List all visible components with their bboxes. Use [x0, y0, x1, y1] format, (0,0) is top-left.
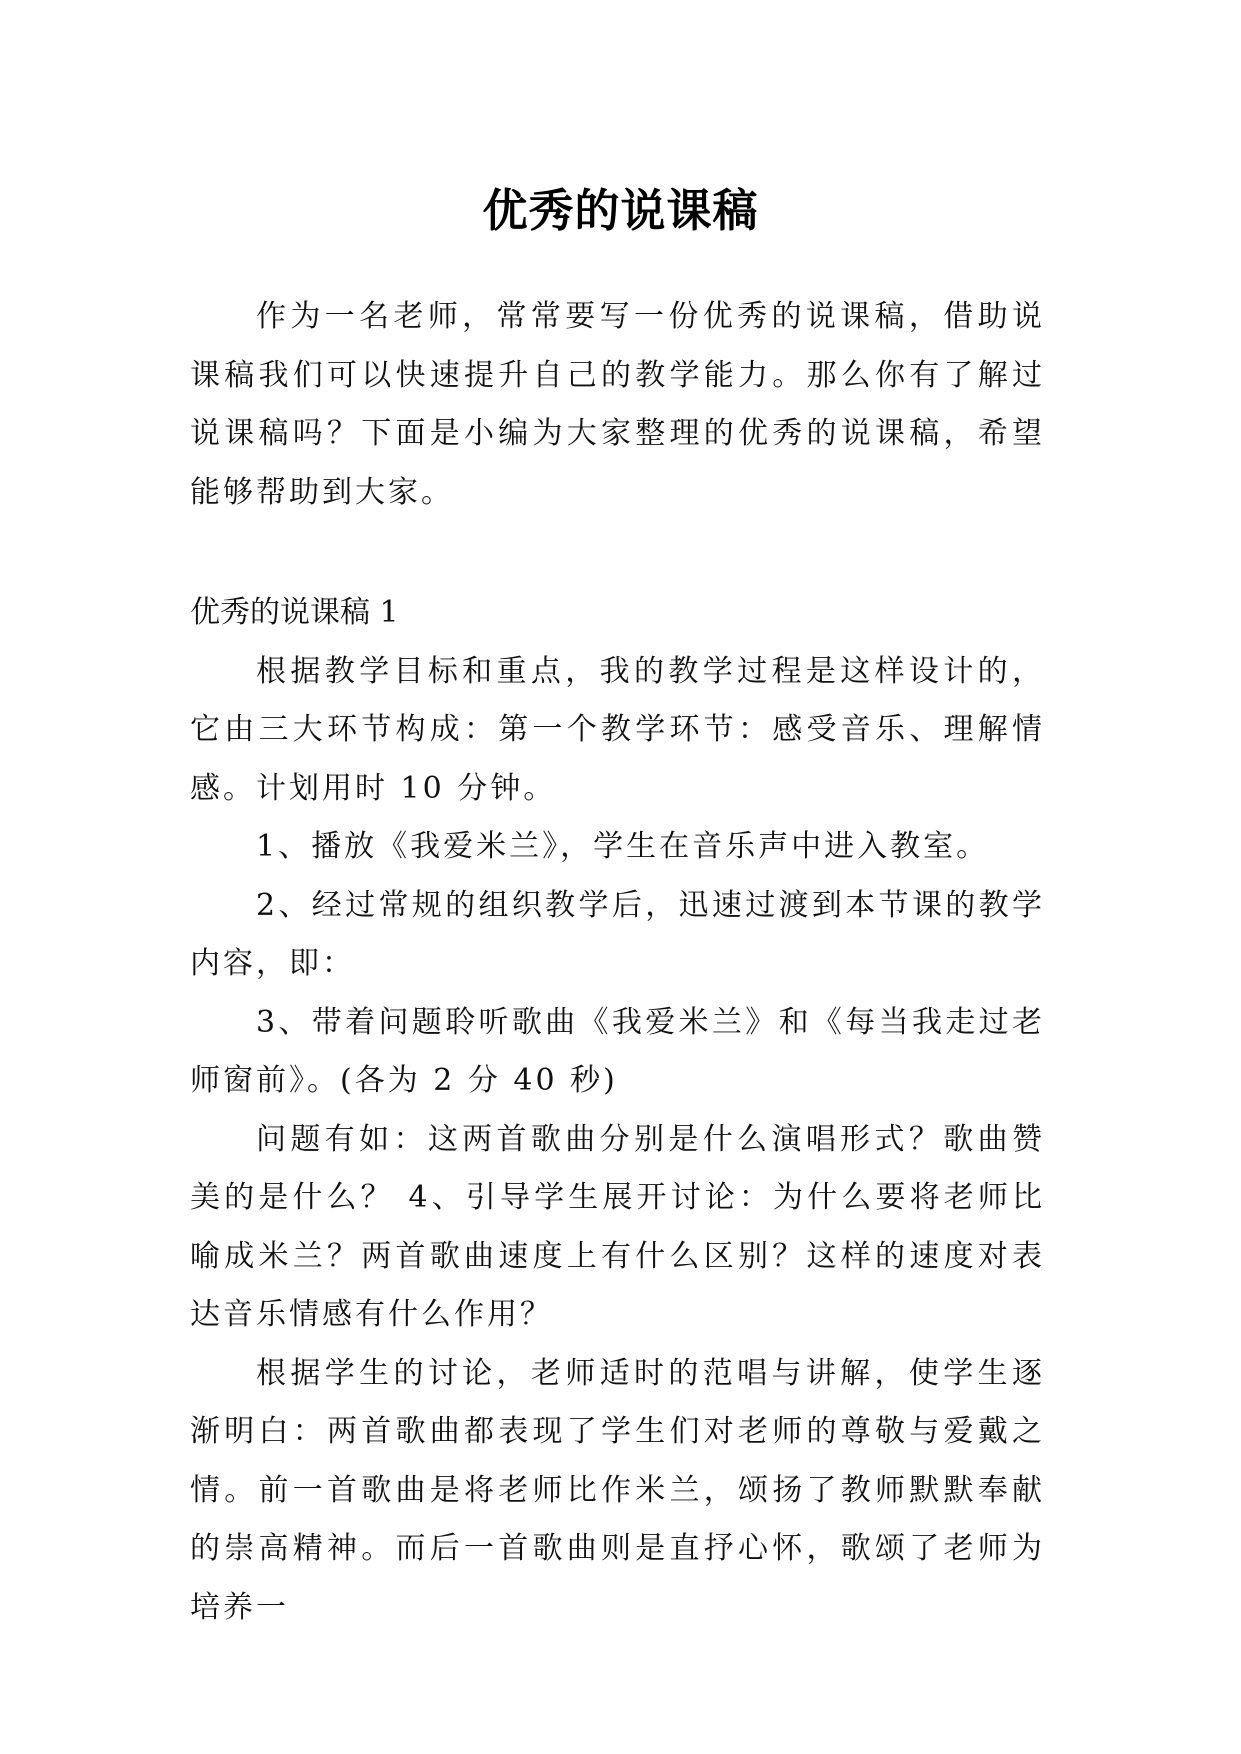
document-body — [190, 288, 1045, 1637]
intro-paragraph: 作为一名老师，常常要写一份优秀的说课稿，借助说课稿我们可以快速提升自己的教学能力。那么你有了解过说课稿吗？下面是小编为大家整理的优秀的说课稿，希望能够帮助到大家。 — [190, 299, 1045, 510]
body-paragraph: 根据学生的讨论，老师适时的范唱与讲解，使学生逐渐明白：两首歌曲都表现了学生们对老师的尊敬与爱戴之情。前一首歌曲是将老师比作米兰，颂扬了教师默默奉献 的崇高精神。而后一首歌曲则是直抒心怀，歌颂了老师为培养一 — [190, 1355, 1045, 1625]
body-paragraph: 1、播放《我爱米兰》，学生在音乐声中进入教室。 — [256, 829, 990, 864]
body-paragraph: 2、经过常规的组织教学后，迅速过渡到本节课的教学内容，即： — [190, 887, 1045, 981]
body-paragraph: 问题有如：这两首歌曲分别是什么演唱形式？歌曲赞美的是什么？ 4、引导学生展开讨论：为什么要将老师比喻成米兰？两首歌曲速度上有什么区别？这样的速度对表达音乐情感有什么作用？ — [190, 1121, 1045, 1332]
body-paragraph: 3、带着问题聆听歌曲《我爱米兰》和《每当我走过老师窗前》。(各为 2 分 40 秒) — [190, 1004, 1045, 1098]
document-title: 优秀的说课稿 — [482, 184, 759, 238]
body-paragraph: 根据教学目标和重点，我的教学过程是这样设计的，它由三大环节构成：第一个教学环节：感受音乐、理解情感。计划用时 10 分钟。 — [190, 653, 1045, 806]
section-heading: 优秀的说课稿 1 — [190, 595, 399, 630]
